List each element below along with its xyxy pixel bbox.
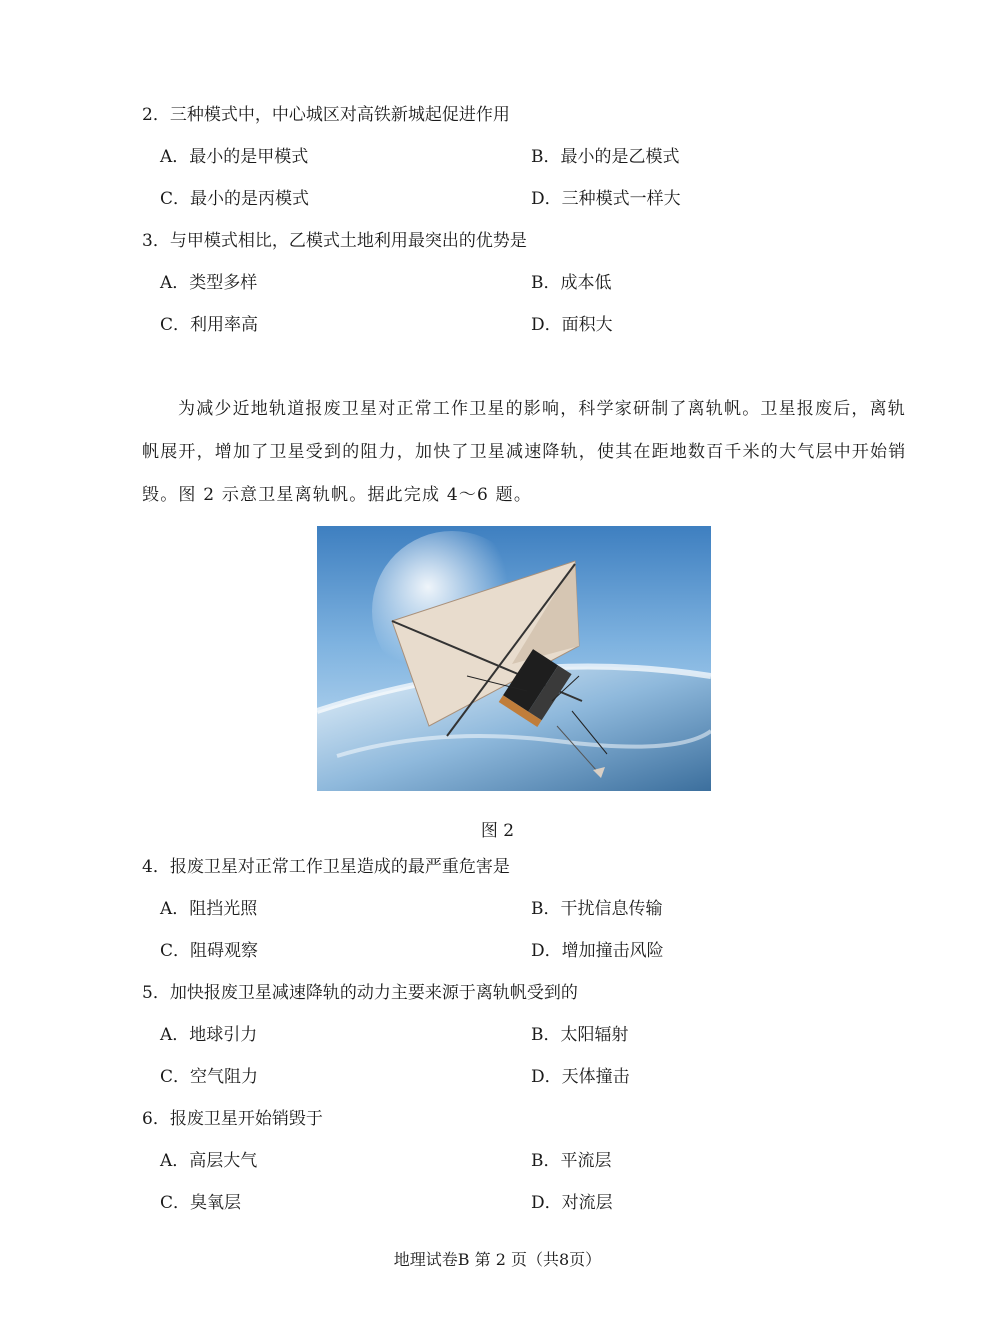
question-4-option-a: A．阻挡光照 xyxy=(160,899,258,919)
question-3-option-a: A．类型多样 xyxy=(160,273,258,293)
page-footer: 地理试卷B 第 2 页（共8页） xyxy=(393,1250,602,1269)
question-3-stem: 3．与甲模式相比，乙模式土地利用最突出的优势是 xyxy=(142,231,527,251)
question-2-stem: 2．三种模式中，中心城区对高铁新城起促进作用 xyxy=(142,105,510,125)
question-3-option-b: B．成本低 xyxy=(531,273,612,293)
question-2-option-c: C．最小的是丙模式 xyxy=(160,189,310,209)
satellite-sail-figure xyxy=(317,526,711,791)
question-5-option-a: A．地球引力 xyxy=(160,1025,258,1045)
question-6-option-b: B．平流层 xyxy=(531,1151,612,1171)
question-4-option-c: C．阻碍观察 xyxy=(160,941,259,961)
passage-line-1: 为减少近地轨道报废卫星对正常工作卫星的影响，科学家研制了离轨帆。卫星报废后，离轨 xyxy=(178,399,906,419)
question-6-stem: 6．报废卫星开始销毁于 xyxy=(142,1109,323,1129)
passage-line-3: 毁。图 2 示意卫星离轨帆。据此完成 4～6 题。 xyxy=(142,485,533,505)
question-2-option-d: D．三种模式一样大 xyxy=(531,189,681,209)
question-2-option-a: A．最小的是甲模式 xyxy=(160,147,309,167)
question-6-option-c: C．臭氧层 xyxy=(160,1193,242,1213)
question-4-option-b: B．干扰信息传输 xyxy=(531,899,663,919)
question-4-option-d: D．增加撞击风险 xyxy=(531,941,664,961)
question-5-option-b: B．太阳辐射 xyxy=(531,1025,629,1045)
question-6-option-a: A．高层大气 xyxy=(160,1151,258,1171)
question-5-stem: 5．加快报废卫星减速降轨的动力主要来源于离轨帆受到的 xyxy=(142,983,578,1003)
question-3-option-c: C．利用率高 xyxy=(160,315,259,335)
passage-line-2: 帆展开，增加了卫星受到的阻力，加快了卫星减速降轨，使其在距地数百千米的大气层中开始销 xyxy=(142,442,907,462)
question-6-option-d: D．对流层 xyxy=(531,1193,613,1213)
question-5-option-c: C．空气阻力 xyxy=(160,1067,259,1087)
question-4-stem: 4．报废卫星对正常工作卫星造成的最严重危害是 xyxy=(142,857,510,877)
question-2-option-b: B．最小的是乙模式 xyxy=(531,147,680,167)
figure-caption: 图 2 xyxy=(480,821,515,841)
question-3-option-d: D．面积大 xyxy=(531,315,613,335)
question-5-option-d: D．天体撞击 xyxy=(531,1067,630,1087)
